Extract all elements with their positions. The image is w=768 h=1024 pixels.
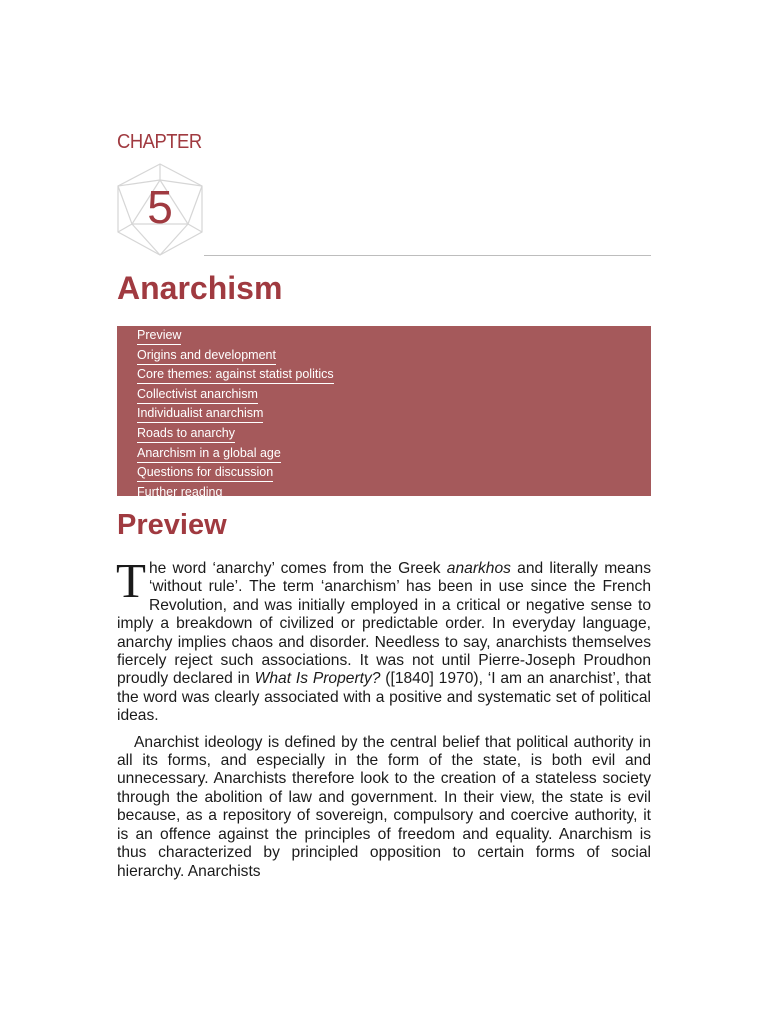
header-divider [204, 255, 651, 256]
italic-book-title: What Is Property? [254, 670, 381, 688]
toc-link-individualist[interactable]: Individualist anarchism [137, 406, 263, 423]
drop-cap: T [116, 553, 146, 608]
toc-link-preview[interactable]: Preview [137, 328, 181, 345]
chapter-emblem [116, 162, 206, 257]
toc-item [137, 365, 334, 385]
toc-link-core-themes[interactable]: Core themes: against statist politics [137, 367, 334, 384]
toc-link-origins[interactable]: Origins and development [137, 348, 276, 365]
preview-body [116, 553, 651, 889]
toc-link-collectivist[interactable]: Collectivist anarchism [137, 387, 258, 404]
toc-item [137, 424, 334, 444]
chapter-number: 5 [147, 181, 173, 233]
toc-link-roads[interactable]: Roads to anarchy [137, 426, 235, 443]
preview-paragraph-2: Anarchist ideology is defined by the central belief that political authority in all its forms, and especially in the form of the state, is both evil and unnecessary. Anarchists therefore look to the creation of a stateless society through the abolition of law and government. In their view, the state is evil because, as a repository of sovereign, compulsory and coercive authority, it is an offence against the principles of freedom and equality. Anarchism is thus characterized by principled opposition to certain forms of social hierarchy. Anarchists [117, 733, 651, 880]
toc-link-questions[interactable]: Questions for discussion [137, 465, 273, 482]
toc-item [137, 385, 334, 405]
section-heading-preview: Preview [117, 509, 227, 541]
text-run: ([1840] 1970), ‘I am an anarchist’, that the word was clearly associated with a positive and systematic set of political ideas. [117, 670, 651, 725]
toc-item [137, 463, 334, 483]
chapter-title: Anarchism [117, 270, 283, 306]
chapter-label: CHAPTER [117, 131, 202, 153]
text-run: he word ‘anarchy’ comes from the Greek [148, 560, 447, 577]
toc-item [137, 346, 334, 366]
toc-item [137, 444, 334, 464]
table-of-contents [117, 326, 651, 499]
toc-list [137, 326, 334, 502]
toc-item [137, 326, 334, 346]
text-run: and literally means ‘without rule’. The term ‘anarchism’ has been in use since the French Revolution, and was initially employed in a critical or negative sense to imply a breakdown of civilized or predictable order. In everyday language, anarchy implies chaos and disorder. Needless to say, anarchists themselves fiercely reject such associations. It was not until Pierre-Joseph Proudhon proudly declared in [117, 560, 651, 688]
toc-link-global-age[interactable]: Anarchism in a global age [137, 446, 281, 463]
toc-item [137, 483, 334, 503]
preview-paragraph-1 [116, 553, 651, 726]
toc-link-further-reading[interactable]: Further reading [137, 485, 222, 502]
toc-item [137, 404, 334, 424]
italic-term: anarkhos [446, 560, 511, 577]
